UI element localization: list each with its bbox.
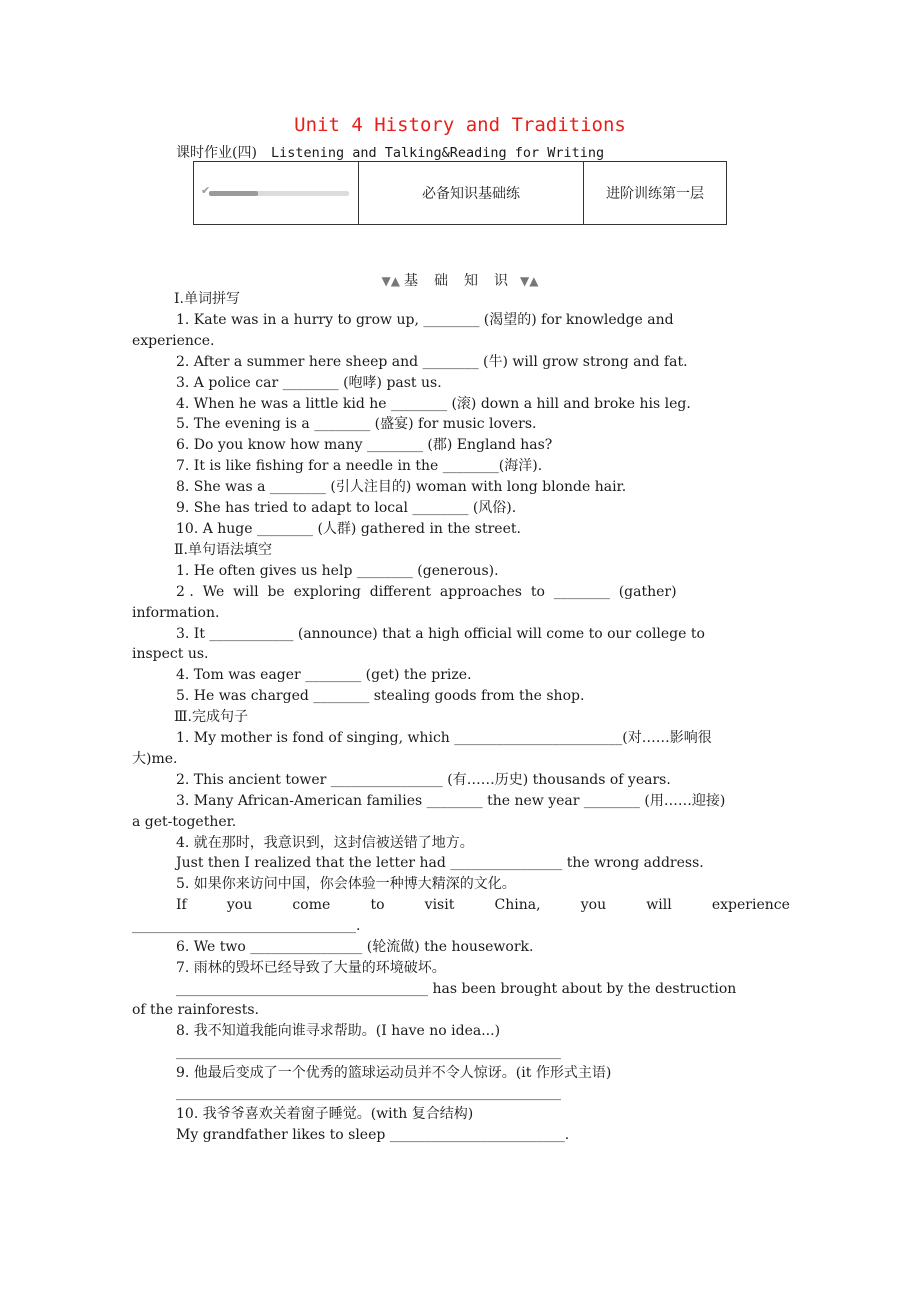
- exercise-item: 9. She has tried to adapt to local ________ (风俗).: [176, 500, 517, 517]
- exercise-item: 10. 我爷爷喜欢关着窗子睡觉。(with 复合结构): [176, 1106, 474, 1123]
- header-col-basic: 必备知识基础练: [359, 162, 584, 225]
- lesson-topic: Listening and Talking&Reading for Writing: [270, 145, 605, 161]
- exercise-item: 1. Kate was in a hurry to grow up, ________ (渴望的) for knowledge and: [176, 311, 674, 328]
- section-heading-label: 基础知识: [404, 273, 524, 289]
- exercise-item: 6. Do you know how many ________ (郡) England has?: [176, 437, 553, 454]
- exercise-item: 1. He often gives us help ________ (generous).: [176, 562, 499, 579]
- exercise-item: 3. It ____________ (announce) that a high official will come to our college to: [176, 625, 705, 642]
- exercise-item: 4. Tom was eager ________ (get) the prize.: [176, 667, 472, 684]
- exercise-item-cont: ____________________________________ has been brought about by the destruction: [176, 980, 737, 997]
- exercise-item: 4. When he was a little kid he ________ (滚) down a hill and broke his leg.: [176, 395, 691, 412]
- word: come: [292, 897, 331, 914]
- page-title: Unit 4 History and Traditions: [294, 114, 626, 136]
- check-icon: ✔: [201, 184, 211, 197]
- lesson-subtitle: [176, 142, 604, 162]
- exercise-item: 8. She was a ________ (引人注目的) woman with long blonde hair.: [176, 479, 627, 496]
- exercise-item-cont: My grandfather likes to sleep _________________________.: [176, 1127, 570, 1144]
- exercise-item-cont: Just then I realized that the letter had ________________ the wrong address.: [176, 855, 704, 872]
- exercise-body: [132, 289, 790, 1146]
- justified-line: [132, 895, 790, 916]
- exercise-item: 2. After a summer here sheep and ________ (牛) will grow strong and fat.: [176, 353, 688, 370]
- exercise-item: 3. A police car ________ (咆哮) past us.: [176, 374, 442, 391]
- exercise-item-cont: 大)me.: [132, 750, 178, 767]
- progress-cell: [194, 162, 359, 225]
- exercise-item: 6. We two ________________ (轮流做) the housework.: [176, 939, 534, 956]
- exercise-item-cont: a get-together.: [132, 813, 237, 830]
- exercise-item: 7. 雨林的毁坏已经导致了大量的环境破坏。: [176, 960, 446, 976]
- exercise-item: 8. 我不知道我能向谁寻求帮助。(I have no idea...): [176, 1022, 501, 1039]
- exercise-item-cont: of the rainforests.: [132, 1001, 260, 1018]
- answer-line: _______________________________________________________: [176, 1085, 561, 1102]
- exercise-item: 7. It is like fishing for a needle in the ________(海洋).: [176, 458, 543, 475]
- triangle-left-icon: ▼▲: [381, 274, 400, 288]
- exercise-item: 5. He was charged ________ stealing goods from the shop.: [176, 688, 585, 705]
- section-title: Ⅱ.单句语法填空: [174, 541, 272, 558]
- exercise-item: 2. This ancient tower ________________ (有……历史) thousands of years.: [176, 771, 671, 788]
- section-title: Ⅲ.完成句子: [174, 709, 248, 726]
- exercise-item-cont: information.: [132, 604, 220, 621]
- exercise-item: 5. 如果你来访问中国，你会体验一种博大精深的文化。: [176, 876, 516, 893]
- exercise-item: 9. 他最后变成了一个优秀的篮球运动员并不令人惊讶。(it 作形式主语): [176, 1064, 612, 1081]
- exercise-item: 1. My mother is fond of singing, which ________________________(对……影响很: [176, 730, 712, 747]
- word: experience: [711, 897, 790, 914]
- exercise-item-cont: ________________________________.: [132, 918, 361, 935]
- exercise-item: 3. Many African-American families ________ the new year ________ (用……迎接): [176, 792, 726, 809]
- exercise-item: 5. The evening is a ________ (盛宴) for music lovers.: [176, 416, 537, 433]
- word: If: [176, 897, 187, 914]
- word: you: [226, 897, 253, 914]
- exercise-item: 10. A huge ________ (人群) gathered in the street.: [176, 520, 521, 537]
- word: will: [646, 897, 672, 914]
- word: you: [580, 897, 607, 914]
- exercise-item-cont: experience.: [132, 332, 215, 349]
- word: to: [370, 897, 385, 914]
- exercise-item: 4. 就在那时，我意识到，这封信被送错了地方。: [176, 834, 474, 851]
- header-table: [193, 161, 727, 225]
- word: China,: [494, 897, 541, 914]
- word: visit: [424, 897, 455, 914]
- header-col-advanced: 进阶训练第一层: [584, 162, 727, 225]
- progress-bar-fill: [209, 191, 258, 196]
- exercise-item: 2 . We will be exploring different approaches to ________ (gather): [176, 583, 677, 600]
- lesson-number: 课时作业(四): [176, 145, 257, 161]
- answer-line: _______________________________________________________: [176, 1043, 561, 1060]
- exercise-item-cont: inspect us.: [132, 646, 209, 663]
- section-title: Ⅰ.单词拼写: [174, 291, 240, 307]
- triangle-right-icon: ▼▲: [520, 274, 539, 288]
- progress-bar: [201, 184, 351, 199]
- section-heading: [0, 270, 920, 290]
